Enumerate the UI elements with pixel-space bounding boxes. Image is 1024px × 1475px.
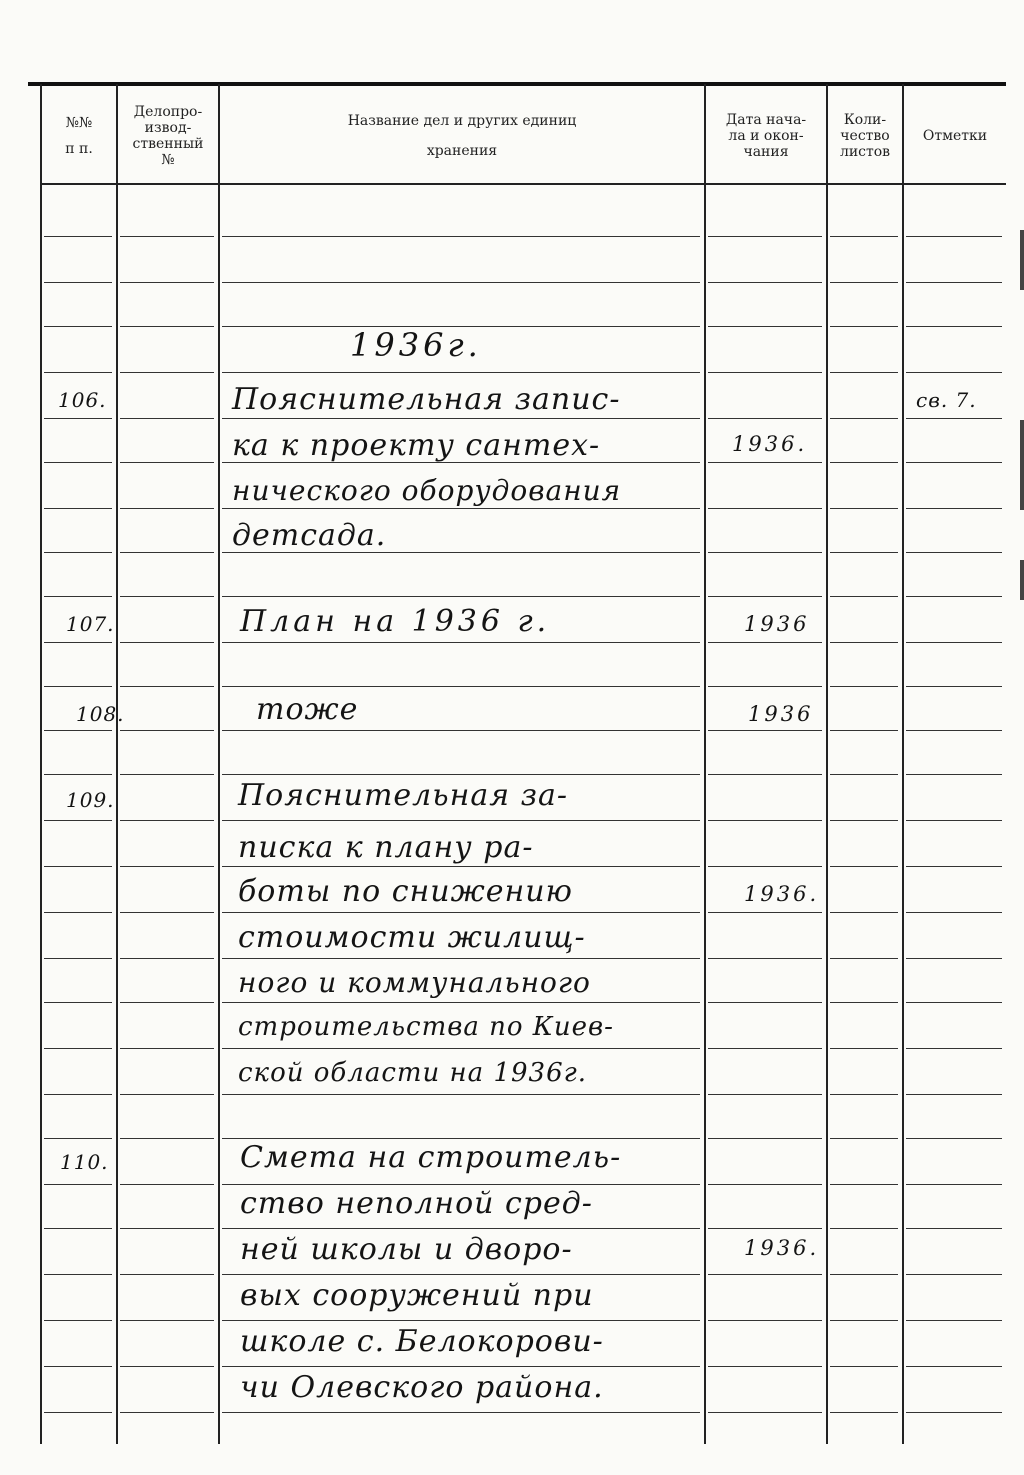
ruled-line	[44, 596, 112, 597]
entry-date: 1936	[748, 702, 814, 726]
ruled-line	[222, 642, 700, 643]
entry-title-line: боты по снижению	[238, 874, 573, 909]
ruled-line	[222, 282, 700, 283]
ruled-line	[222, 730, 700, 731]
ruled-line	[708, 866, 822, 867]
column-divider	[704, 84, 706, 1444]
ruled-line	[906, 820, 1002, 821]
entry-title-line: ного и коммунального	[238, 966, 591, 999]
ruled-line	[830, 642, 898, 643]
entry-date: 1936.	[744, 1236, 820, 1260]
ruled-line	[830, 326, 898, 327]
ruled-line	[708, 508, 822, 509]
ruled-line	[708, 236, 822, 237]
ruled-line	[222, 508, 700, 509]
ruled-line	[906, 372, 1002, 373]
header-title-col: Название дел и других единиц хранения	[347, 113, 577, 159]
ruled-line	[44, 1048, 112, 1049]
entry-number: 107.	[66, 612, 115, 636]
ruled-line	[44, 1138, 112, 1139]
scan-edge-mark	[1020, 560, 1024, 600]
entry-number: 108.	[76, 702, 125, 726]
column-divider	[826, 84, 828, 1444]
ruled-line	[708, 686, 822, 687]
ruled-line	[830, 730, 898, 731]
entry-title-line: тоже	[256, 692, 359, 727]
ruled-line	[906, 1094, 1002, 1095]
ruled-line	[906, 1366, 1002, 1367]
ruled-line	[44, 236, 112, 237]
ruled-line	[44, 642, 112, 643]
ruled-line	[222, 1138, 700, 1139]
ruled-line	[708, 1274, 822, 1275]
entry-title-line: вых сооружений при	[240, 1278, 594, 1313]
ruled-line	[222, 1412, 700, 1413]
ruled-line	[906, 508, 1002, 509]
entry-title-line: ство неполной сред-	[240, 1186, 593, 1221]
ruled-line	[708, 1366, 822, 1367]
header-office-number-col: Делопро- извод- ственный №	[132, 104, 204, 168]
table-top-border	[28, 82, 1006, 86]
header-number-col: №№ п п.	[65, 115, 93, 157]
entry-title-line: ней школы и дворо-	[240, 1232, 573, 1267]
ruled-line	[708, 326, 822, 327]
entry-number: 109.	[66, 788, 115, 812]
ruled-line	[830, 1138, 898, 1139]
ruled-line	[708, 912, 822, 913]
ruled-line	[222, 418, 700, 419]
entry-title-line: План на 1936 г.	[240, 604, 551, 639]
ruled-line	[906, 552, 1002, 553]
column-divider	[40, 84, 42, 1444]
ruled-line	[44, 1274, 112, 1275]
ruled-line	[120, 418, 214, 419]
entry-number: 106.	[58, 388, 107, 412]
ruled-line	[222, 866, 700, 867]
ruled-line	[708, 1228, 822, 1229]
ruled-line	[120, 1184, 214, 1185]
ruled-line	[120, 462, 214, 463]
ruled-line	[222, 1002, 700, 1003]
ruled-line	[222, 1184, 700, 1185]
entry-title-line: чи Олевского района.	[240, 1370, 604, 1405]
ruled-line	[830, 866, 898, 867]
column-divider	[902, 84, 904, 1444]
ruled-line	[708, 1320, 822, 1321]
ruled-line	[120, 596, 214, 597]
ruled-line	[830, 508, 898, 509]
ruled-line	[708, 282, 822, 283]
ruled-line	[830, 236, 898, 237]
ruled-line	[44, 1228, 112, 1229]
ruled-line	[906, 596, 1002, 597]
ruled-line	[44, 462, 112, 463]
year-heading: 1936г.	[350, 326, 482, 364]
ruled-line	[120, 236, 214, 237]
ruled-line	[120, 1366, 214, 1367]
ruled-line	[830, 1048, 898, 1049]
ruled-line	[44, 774, 112, 775]
ruled-line	[222, 912, 700, 913]
ruled-line	[708, 1048, 822, 1049]
ruled-line	[830, 774, 898, 775]
ruled-line	[906, 866, 1002, 867]
entry-title-line: писка к плану ра-	[238, 830, 534, 865]
entry-number: 110.	[60, 1150, 109, 1174]
ruled-line	[906, 774, 1002, 775]
ruled-line	[906, 282, 1002, 283]
ruled-line	[120, 1048, 214, 1049]
ruled-line	[830, 1228, 898, 1229]
ruled-line	[830, 1002, 898, 1003]
ruled-line	[830, 958, 898, 959]
ruled-line	[120, 1412, 214, 1413]
ruled-line	[44, 1366, 112, 1367]
ruled-line	[222, 1094, 700, 1095]
ruled-line	[708, 730, 822, 731]
ruled-line	[44, 820, 112, 821]
ruled-line	[44, 730, 112, 731]
ruled-line	[120, 508, 214, 509]
ruled-line	[830, 282, 898, 283]
ruled-line	[830, 820, 898, 821]
ruled-line	[44, 866, 112, 867]
column-divider	[218, 84, 220, 1444]
ruled-line	[120, 912, 214, 913]
ruled-line	[708, 596, 822, 597]
ruled-line	[708, 958, 822, 959]
ruled-line	[708, 1138, 822, 1139]
ruled-line	[830, 912, 898, 913]
ruled-line	[830, 1094, 898, 1095]
ruled-line	[44, 1184, 112, 1185]
ruled-line	[906, 1320, 1002, 1321]
ruled-line	[120, 326, 214, 327]
entry-title-line: детсада.	[232, 518, 387, 553]
ruled-line	[120, 730, 214, 731]
ruled-line	[830, 1274, 898, 1275]
ruled-line	[708, 552, 822, 553]
ruled-line	[44, 1320, 112, 1321]
entry-title-line: ской области на 1936г.	[238, 1058, 588, 1088]
ruled-line	[708, 1094, 822, 1095]
column-divider	[116, 84, 118, 1444]
ruled-line	[222, 596, 700, 597]
ruled-line	[222, 774, 700, 775]
ruled-line	[44, 958, 112, 959]
ruled-line	[44, 552, 112, 553]
ruled-line	[906, 1274, 1002, 1275]
entry-title-line: Пояснительная за-	[238, 778, 569, 813]
ruled-line	[906, 730, 1002, 731]
ruled-line	[120, 1228, 214, 1229]
ruled-line	[120, 820, 214, 821]
ruled-line	[708, 1184, 822, 1185]
ruled-line	[708, 418, 822, 419]
ruled-line	[44, 418, 112, 419]
ruled-line	[120, 1094, 214, 1095]
ruled-line	[44, 326, 112, 327]
entry-title-line: Смета на строитель-	[240, 1140, 622, 1175]
ruled-line	[44, 282, 112, 283]
ruled-line	[222, 820, 700, 821]
ruled-line	[120, 282, 214, 283]
ruled-line	[120, 1002, 214, 1003]
ruled-line	[222, 1048, 700, 1049]
ruled-line	[830, 596, 898, 597]
scan-edge-mark	[1020, 230, 1024, 290]
ruled-line	[906, 326, 1002, 327]
ruled-line	[120, 642, 214, 643]
ruled-line	[830, 462, 898, 463]
ruled-line	[906, 958, 1002, 959]
ruled-line	[44, 508, 112, 509]
ruled-line	[830, 372, 898, 373]
entry-date: 1936.	[732, 432, 808, 456]
ruled-line	[906, 686, 1002, 687]
ruled-line	[222, 1366, 700, 1367]
ruled-line	[120, 1274, 214, 1275]
entry-title-line: школе с. Белокорови-	[240, 1324, 604, 1359]
entry-date: 1936.	[744, 882, 820, 906]
ruled-line	[906, 1228, 1002, 1229]
header-date-col: Дата нача- ла и окон- чания	[725, 112, 807, 160]
ruled-line	[830, 1412, 898, 1413]
entry-title-line: нического оборудования	[232, 474, 622, 507]
ruled-line	[906, 1138, 1002, 1139]
ruled-line	[906, 642, 1002, 643]
header-sheets-col: Коли- чество листов	[839, 112, 891, 160]
ruled-line	[906, 462, 1002, 463]
ruled-line	[120, 372, 214, 373]
ruled-line	[44, 912, 112, 913]
ruled-line	[906, 236, 1002, 237]
ruled-line	[222, 686, 700, 687]
ruled-line	[708, 1412, 822, 1413]
ruled-line	[120, 686, 214, 687]
ruled-line	[708, 642, 822, 643]
ruled-line	[44, 1412, 112, 1413]
ruled-line	[830, 1184, 898, 1185]
ruled-line	[708, 1002, 822, 1003]
ruled-line	[906, 1412, 1002, 1413]
entry-title-line: Пояснительная запис-	[232, 382, 621, 417]
ruled-line	[906, 418, 1002, 419]
header-notes-col: Отметки	[922, 128, 988, 144]
ruled-line	[830, 1320, 898, 1321]
ruled-line	[44, 686, 112, 687]
ruled-line	[906, 912, 1002, 913]
ruled-line	[120, 1320, 214, 1321]
ruled-line	[906, 1184, 1002, 1185]
entry-date: 1936	[744, 612, 810, 636]
ruled-line	[222, 372, 700, 373]
ruled-line	[830, 552, 898, 553]
ruled-line	[222, 958, 700, 959]
ruled-line	[44, 1094, 112, 1095]
ruled-line	[708, 820, 822, 821]
entry-title-line: строительства по Киев-	[238, 1012, 614, 1042]
ruled-line	[222, 1228, 700, 1229]
ruled-line	[708, 372, 822, 373]
header-bottom-border	[40, 183, 1006, 185]
ruled-line	[120, 866, 214, 867]
ruled-line	[906, 1048, 1002, 1049]
ruled-line	[222, 1320, 700, 1321]
entry-title-line: стоимости жилищ-	[238, 920, 586, 955]
ruled-line	[44, 372, 112, 373]
ruled-line	[222, 236, 700, 237]
entry-note: св. 7.	[916, 388, 977, 412]
ruled-line	[44, 1002, 112, 1003]
ruled-line	[120, 552, 214, 553]
ruled-line	[830, 1366, 898, 1367]
entry-title-line: ка к проекту сантех-	[232, 428, 601, 463]
ruled-line	[120, 958, 214, 959]
ruled-line	[906, 1002, 1002, 1003]
ruled-line	[708, 774, 822, 775]
ruled-line	[830, 418, 898, 419]
ruled-line	[120, 1138, 214, 1139]
ruled-line	[120, 774, 214, 775]
ruled-line	[708, 462, 822, 463]
ruled-line	[222, 1274, 700, 1275]
ruled-line	[830, 686, 898, 687]
scan-edge-mark	[1020, 420, 1024, 510]
